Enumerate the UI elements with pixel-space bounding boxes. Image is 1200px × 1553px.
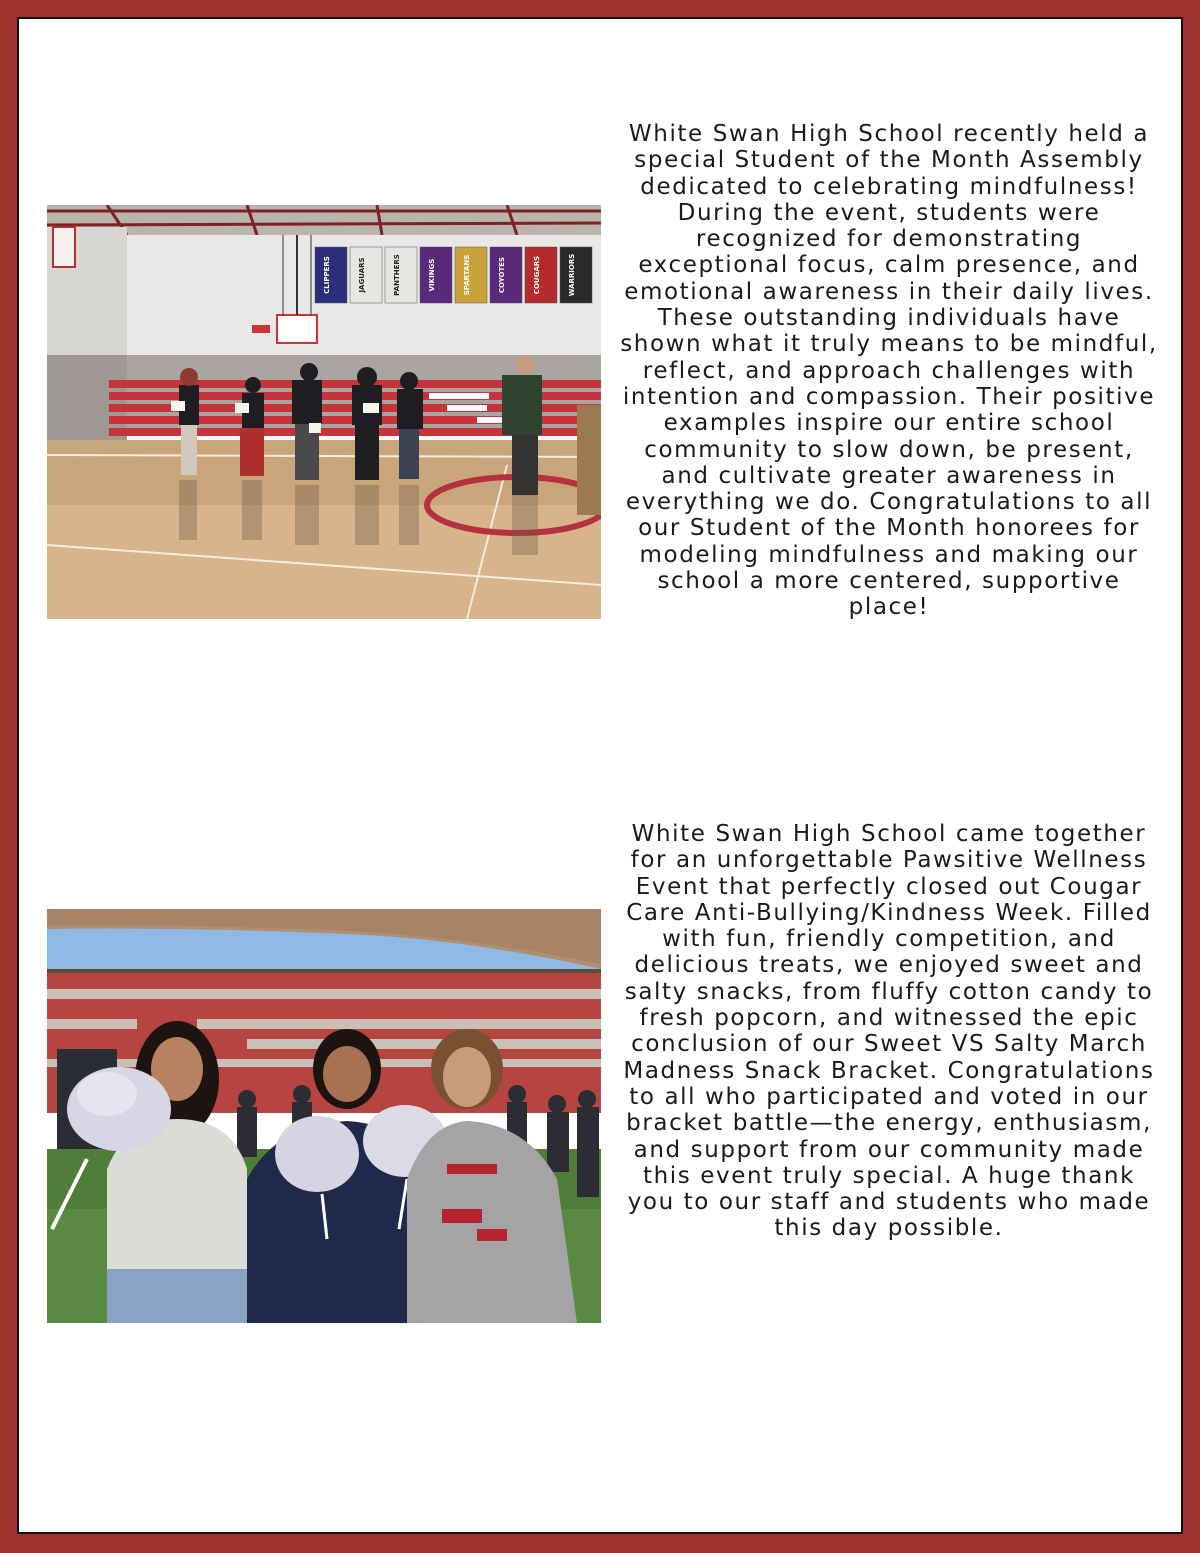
wellness-event-photo (47, 909, 601, 1323)
newsletter-page (17, 17, 1183, 1534)
team-banner-label: VIKINGS (428, 258, 436, 292)
team-banner-label: SPARTANS (463, 254, 471, 296)
assembly-article-text: White Swan High School recently held a special Student of the Month Assembly dedicated to celebrating mindfulness! During the event, students were recognized for demonstrating exceptional focus, calm presence, and emotional awareness in their daily lives. These outstanding individuals have shown what it truly means to be mindful, reflect, and approach challenges with intention and compassion. Their positive examples inspire our entire school community to slow down, be present, and cultivate greater awareness in everything we do. Congratulations to all our Student of the Month honorees for modeling mindfulness and making our school a more centered, supportive place! (620, 121, 1158, 621)
team-banner (385, 247, 417, 303)
team-banner (350, 247, 382, 303)
team-banner (560, 247, 592, 303)
wellness-article-text: White Swan High School came together for an unforgettable Pawsitive Wellness Event that perfectly closed out Cougar Care Anti-Bullying/Kindness Week. Filled with fun, friendly competition, and delicious treats, we enjoyed sweet and salty snacks, from fluffy cotton candy to fresh popcorn, and witnessed the epic conclusion of our Sweet VS Salty March Madness Snack Bracket. Congratulations to all who participated and voted in our bracket battle—the energy, enthusiasm, and support from our community made this event truly special. A huge thank you to our staff and students who made this day possible. (623, 821, 1155, 1242)
team-banner-label: COYOTES (498, 256, 506, 294)
assembly-photo (47, 205, 601, 619)
team-banner (455, 247, 487, 303)
team-banner (420, 247, 452, 303)
team-banner-label: COUGARS (533, 255, 541, 295)
team-banner-label: PANTHERS (393, 254, 401, 296)
team-banner-label: CLIPPERS (323, 256, 331, 294)
team-banner (525, 247, 557, 303)
team-banner-label: WARRIORS (568, 253, 576, 297)
team-banner-label: JAGUARS (358, 257, 366, 293)
team-banner (490, 247, 522, 303)
team-banner (315, 247, 347, 303)
